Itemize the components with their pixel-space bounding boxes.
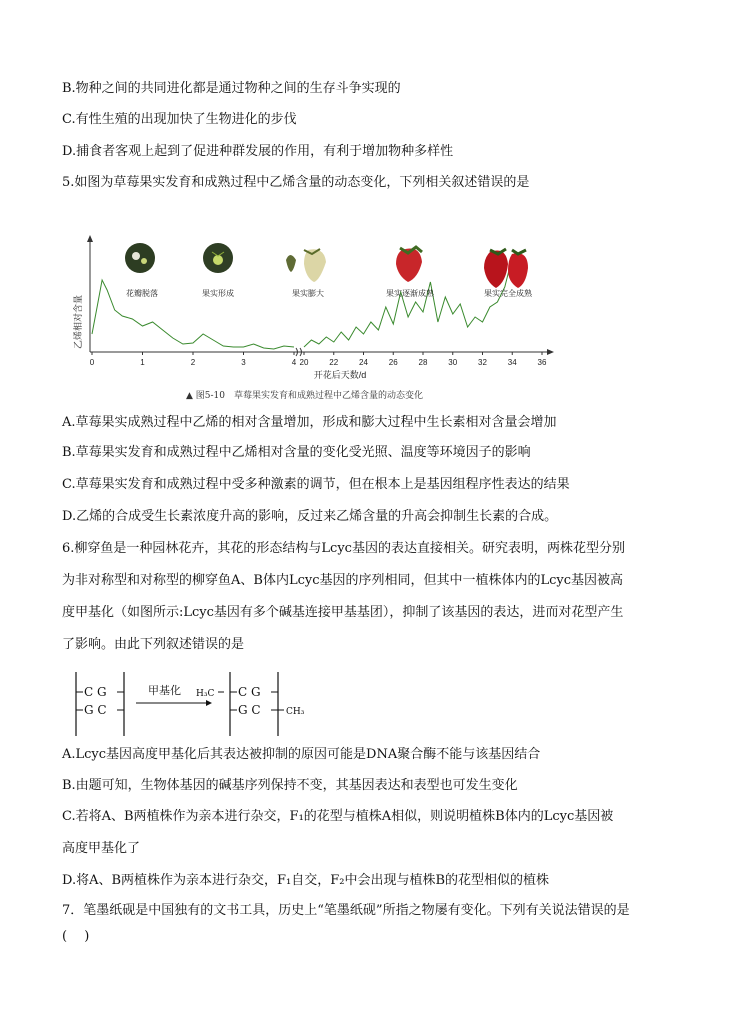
q6-option-c-line-2: 高度甲基化了	[62, 841, 141, 856]
q7-answer-paren: ( )	[62, 929, 90, 944]
q6-stem-line-1: 6.柳穿鱼是一种园林花卉，其花的形态结构与Lcyc基因的表达直接相关。研究表明，两株花型分别	[62, 541, 625, 556]
q6-stem-line-4: 了影响。由此下列叙述错误的是	[62, 637, 245, 652]
stage-label-fruit-forming: 果实形成	[202, 289, 234, 298]
dna-left-top: C G	[84, 685, 107, 699]
stage-label-petal-drop: 花瓣脱落	[126, 289, 158, 298]
q5-option-c: C.草莓果实发育和成熟过程中受多种激素的调节，但在根本上是基因组程序性表达的结果	[62, 477, 570, 492]
q4-option-c: C.有性生殖的出现加快了生物进化的步伐	[62, 112, 297, 127]
x-tick-label: 4	[291, 358, 297, 367]
dna-left-bottom: G C	[84, 703, 107, 717]
x-tick-label: 36	[537, 358, 547, 367]
x-tick-label: 3	[241, 358, 246, 367]
q4-option-b: B.物种之间的共同进化都是通过物种之间的生存斗争实现的	[62, 81, 401, 96]
x-tick-label: 28	[418, 358, 428, 367]
q4-option-d: D.捕食者客观上起到了促进种群发展的作用，有利于增加物种多样性	[62, 144, 454, 159]
ethylene-curve-early	[92, 280, 294, 349]
arrow-label: 甲基化	[148, 684, 181, 697]
dna-right-bottom: G C	[238, 703, 261, 717]
stage-image-fruit-swelling	[286, 249, 326, 282]
stage-label-ripening: 果实逐渐成熟	[386, 289, 434, 298]
x-tick-label: 32	[478, 358, 487, 367]
x-tick-label: 24	[359, 358, 368, 367]
q6-stem-line-3: 度甲基化（如图所示:Lcyc基因有多个碱基连接甲基基团），抑制了该基因的表达，进而对花型产生	[62, 605, 624, 620]
stage-image-fruit-forming	[203, 243, 233, 273]
stage-label-fully-ripe: 果实完全成熟	[484, 289, 532, 298]
x-tick-label: 20	[299, 358, 309, 367]
stage-label-fruit-swelling: 果实膨大	[292, 289, 324, 298]
chart-xlabel: 开花后天数/d	[313, 370, 367, 380]
q6-stem-line-2: 为非对称型和对称型的柳穿鱼A、B体内Lcyc基因的序列相同，但其中一植株体内的Lcyc基因被高	[62, 573, 624, 588]
x-tick-label: 30	[448, 358, 458, 367]
x-tick-label: 22	[329, 358, 339, 367]
x-tick-label: 26	[388, 358, 398, 367]
q6-option-b: B.由题可知，生物体基因的碱基序列保持不变，其基因表达和表型也可发生变化	[62, 778, 518, 793]
x-tick-label: 2	[190, 358, 196, 367]
q7-stem: 7．笔墨纸砚是中国独有的文书工具，历史上“笔墨纸砚”所指之物屡有变化。下列有关说法错误的是	[62, 903, 630, 918]
arrow-head-icon	[206, 700, 212, 706]
stage-image-ripening	[396, 247, 422, 282]
x-axis-arrow	[547, 349, 554, 355]
dna-right-top: C G	[238, 685, 261, 699]
q5-option-a: A.草莓果实成熟过程中乙烯的相对含量增加，形成和膨大过程中生长素相对含量会增加	[62, 415, 557, 430]
chart-ylabel: 乙烯相对含量	[73, 294, 83, 350]
q6-option-d: D.将A、B两植株作为亲本进行杂交，F₁自交，F₂中会出现与植株B的花型相似的植株	[62, 873, 550, 888]
q6-option-a: A.Lcyc基因高度甲基化后其表达被抑制的原因可能是DNA聚合酶不能与该基因结合	[62, 747, 541, 762]
figure-caption: ▲ 图5-10 草莓果实发育和成熟过程中乙烯含量的动态变化	[186, 391, 424, 401]
q6-option-c-line-1: C.若将A、B两植株作为亲本进行杂交，F₁的花型与植株A相似，则说明植株B体内的Lcyc基因被	[62, 809, 614, 824]
x-tick-label: 0	[89, 358, 95, 367]
q5-option-b: B.草莓果实发育和成熟过程中乙烯相对含量的变化受光照、温度等环境因子的影响	[62, 445, 531, 460]
y-axis-arrow	[87, 235, 93, 242]
methyl-right: CH₃	[286, 707, 305, 717]
ethylene-chart	[72, 222, 562, 402]
x-tick-label: 34	[507, 358, 517, 367]
q5-stem: 5.如图为草莓果实发育和成熟过程中乙烯含量的动态变化，下列相关叙述错误的是	[62, 175, 530, 190]
methylation-diagram	[70, 670, 330, 740]
x-tick-label: 1	[140, 358, 145, 367]
stage-image-petal-drop	[125, 243, 155, 273]
methyl-left: H₃C	[196, 689, 215, 699]
q5-option-d: D.乙烯的合成受生长素浓度升高的影响，反过来乙烯含量的升高会抑制生长素的合成。	[62, 509, 558, 524]
